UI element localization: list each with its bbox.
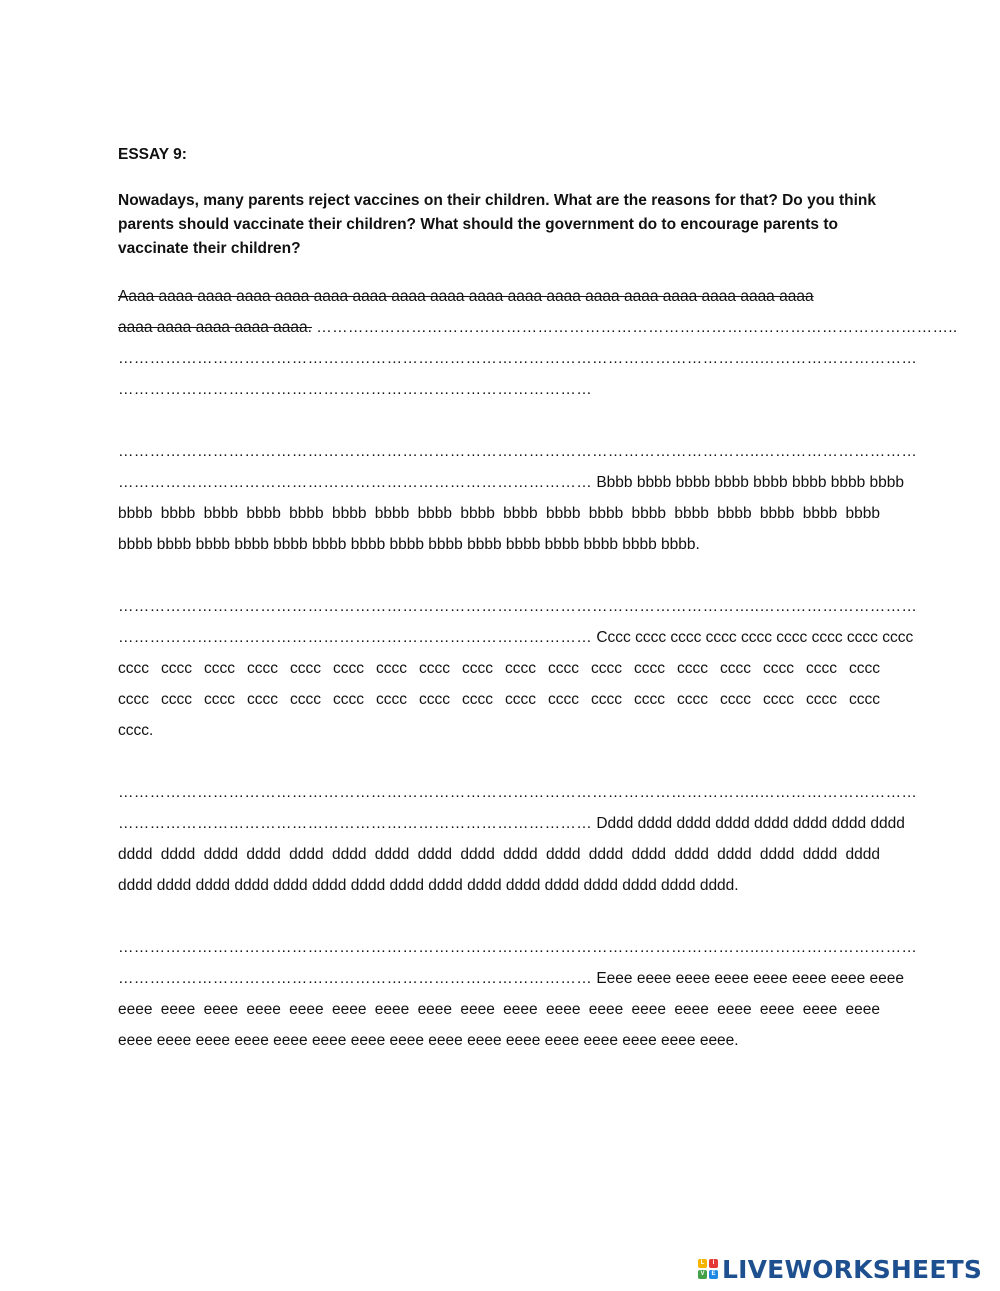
paragraph-text: Bbbb bbbb bbbb bbbb bbbb bbbb bbbb bbbb xyxy=(596,474,905,491)
logo-text: LIVEWORKSHEETS xyxy=(722,1254,983,1284)
answer-blank[interactable]: …………………………………………………………………………………………………………..………………………… xyxy=(118,784,918,801)
paragraph-text: bbbb bbbb bbbb bbbb bbbb bbbb bbbb bbbb bbbb bbbb bbbb bbbb bbbb bbbb bbbb bbbb bbbb bbbb xyxy=(118,505,880,522)
struck-text: aaaa aaaa aaaa aaaa aaaa. xyxy=(118,319,312,336)
answer-blank[interactable]: ……………………………………………………………………………… xyxy=(118,970,592,987)
paragraph-text: dddd dddd dddd dddd dddd dddd dddd dddd dddd dddd dddd dddd dddd dddd dddd dddd. xyxy=(118,877,739,894)
paragraph-text: eeee eeee eeee eeee eeee eeee eeee eeee eeee eeee eeee eeee eeee eeee eeee eeee. xyxy=(118,1032,739,1049)
answer-blank[interactable]: ……………………………………………………………………………… xyxy=(118,629,592,646)
paragraph-e-line-2 xyxy=(118,963,904,994)
paragraph-d-line-2 xyxy=(118,808,905,839)
answer-blank[interactable]: ……………………………………………………………………………… xyxy=(118,474,592,491)
paragraph-text: cccc cccc cccc cccc cccc cccc cccc cccc cccc cccc cccc cccc cccc cccc cccc cccc cccc cccc xyxy=(118,691,880,708)
paragraph-c-line-2 xyxy=(118,622,913,653)
logo-square: V xyxy=(698,1270,707,1279)
paragraph-b-line-2 xyxy=(118,467,904,498)
paragraph-text: eeee eeee eeee eeee eeee eeee eeee eeee eeee eeee eeee eeee eeee eeee eeee eeee eeee eeee xyxy=(118,1001,880,1018)
liveworksheets-logo-icon xyxy=(698,1259,718,1279)
paragraph-text: bbbb bbbb bbbb bbbb bbbb bbbb bbbb bbbb bbbb bbbb bbbb bbbb bbbb bbbb bbbb. xyxy=(118,536,700,553)
answer-blank[interactable]: ……………………………………………………………………………… xyxy=(118,815,592,832)
logo-square: L xyxy=(698,1259,707,1268)
paragraph-text: cccc. xyxy=(118,722,154,739)
paragraph-a-line-2 xyxy=(118,312,957,343)
paragraph-a-line-1 xyxy=(118,281,814,312)
answer-blank[interactable]: …………………………………………………………………………………………………………..………………………… xyxy=(118,443,918,460)
liveworksheets-logo[interactable] xyxy=(698,1252,994,1286)
answer-blank[interactable]: ………………………………………………………………………………………………………….. xyxy=(316,319,958,336)
essay-title: ESSAY 9: xyxy=(118,146,187,163)
answer-blank[interactable]: …………………………………………………………………………………………………………..………………………… xyxy=(118,939,918,956)
essay-prompt: Nowadays, many parents reject vaccines on their children. What are the reasons for that? Do you think parents should vaccinate their children? What should the government do to encourage parents to vaccinate their children? xyxy=(118,192,876,257)
paragraph-text: dddd dddd dddd dddd dddd dddd dddd dddd dddd dddd dddd dddd dddd dddd dddd dddd dddd dddd xyxy=(118,846,880,863)
logo-square: E xyxy=(709,1270,718,1279)
paragraph-text: Dddd dddd dddd dddd dddd dddd dddd dddd xyxy=(596,815,905,832)
answer-blank[interactable]: …………………………………………………………………………………………………………..………………………… xyxy=(118,350,918,367)
logo-square: I xyxy=(709,1259,718,1268)
answer-blank[interactable]: …………………………………………………………………………………………………………..………………………… xyxy=(118,598,918,615)
paragraph-text: cccc cccc cccc cccc cccc cccc cccc cccc cccc cccc cccc cccc cccc cccc cccc cccc cccc cccc xyxy=(118,660,880,677)
paragraph-text: Eeee eeee eeee eeee eeee eeee eeee eeee xyxy=(596,970,905,987)
struck-text: Aaaa aaaa aaaa aaaa aaaa aaaa aaaa aaaa aaaa aaaa aaaa aaaa aaaa aaaa aaaa aaaa aaaa aaaa xyxy=(118,288,814,305)
paragraph-text: Cccc cccc cccc cccc cccc cccc cccc cccc cccc xyxy=(596,629,914,646)
answer-blank[interactable]: ……………………………………………………………………………… xyxy=(118,381,592,398)
